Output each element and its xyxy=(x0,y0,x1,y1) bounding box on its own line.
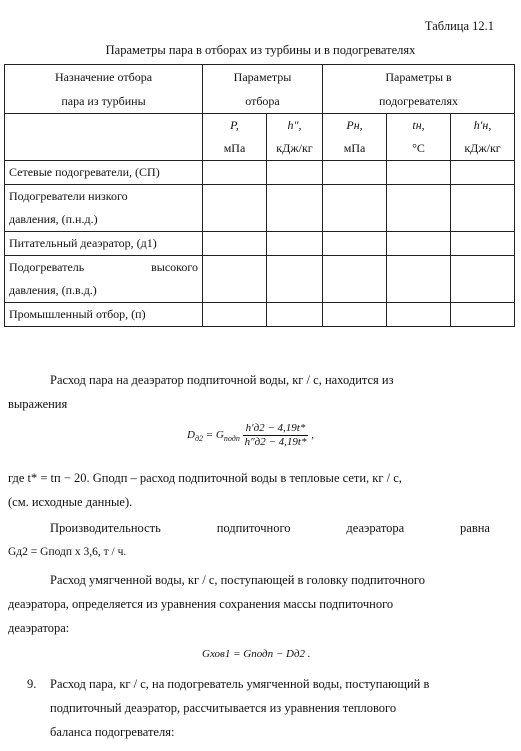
subheader-pn xyxy=(323,114,387,161)
table-number: Таблица 12.1 xyxy=(424,19,494,33)
table-cell xyxy=(387,161,451,185)
formula-softened-water: Gхов1 = Gподп − Dд2 . xyxy=(202,648,311,660)
subheader-p xyxy=(203,114,267,161)
table-header-row xyxy=(5,65,515,114)
subheader-h2 xyxy=(267,114,323,161)
parameters-table xyxy=(4,64,515,327)
table-cell xyxy=(203,303,267,327)
header-heater-params xyxy=(323,65,515,114)
table-cell xyxy=(267,185,323,232)
row-label-line2: давления, (п.н.д.) xyxy=(9,212,98,226)
row-label-word: высокого xyxy=(151,260,198,274)
table-cell xyxy=(323,232,387,256)
formula-fraction xyxy=(243,422,309,449)
header-col-purpose-line1: Назначение отбора xyxy=(54,70,153,84)
table-cell xyxy=(387,185,451,232)
formula-subscript: подп xyxy=(223,434,240,444)
row-label-line1 xyxy=(9,256,202,279)
subheader-hn-symbol: h′н, xyxy=(473,118,492,132)
table-cell xyxy=(451,185,515,232)
table-row xyxy=(5,303,515,327)
table-cell xyxy=(451,161,515,185)
table-cell xyxy=(267,161,323,185)
paragraph-line: выражения xyxy=(8,397,68,411)
table-cell xyxy=(203,232,267,256)
row-label-word: Подогреватель xyxy=(9,260,85,274)
paragraph-word: равна xyxy=(460,521,490,535)
row-label-line1: Подогреватели низкого xyxy=(9,189,128,203)
table-cell xyxy=(203,185,267,232)
row-label xyxy=(5,185,203,232)
table-cell xyxy=(323,185,387,232)
table-cell xyxy=(267,303,323,327)
table-cell xyxy=(387,256,451,303)
table-row xyxy=(5,256,515,303)
subheader-h2-symbol: h″, xyxy=(287,118,302,132)
header-extraction-params xyxy=(203,65,323,114)
row-label: Питательный деаэратор, (д1) xyxy=(5,232,203,256)
formula-subscript: д2 xyxy=(194,434,203,444)
list-item-line: подпиточный деаэратор, рассчитывается из уравнения теплового xyxy=(50,701,397,715)
row-label xyxy=(5,256,203,303)
header-extraction-line1: Параметры xyxy=(233,70,292,84)
list-item-line: Расход пара, кг / с, на подогреватель умягченной воды, поступающий в xyxy=(50,677,430,691)
header-col-purpose-line2: пара из турбины xyxy=(61,94,146,108)
table-cell xyxy=(267,232,323,256)
header-heater-line2: подогревателях xyxy=(379,94,459,108)
paragraph-word: Производительность xyxy=(50,521,161,535)
subheader-hn-unit: кДж/кг xyxy=(464,141,501,155)
paragraph-line: (см. исходные данные). xyxy=(8,495,133,509)
paragraph-line: Gд2 = Gподп х 3,6, т / ч. xyxy=(8,546,127,558)
header-extraction-line2: отбора xyxy=(245,94,280,108)
table-cell xyxy=(451,256,515,303)
row-label: Промышленный отбор, (п) xyxy=(5,303,203,327)
formula-symbol: = G xyxy=(203,429,224,442)
header-col-purpose xyxy=(5,65,203,114)
paragraph-line: деаэратора, определяется из уравнения сохранения массы подпиточного xyxy=(8,597,394,611)
subheader-tn-symbol: tн, xyxy=(412,118,425,132)
formula-symbol: , xyxy=(308,429,314,442)
paragraph-line: деаэратора: xyxy=(8,621,70,635)
table-cell xyxy=(323,303,387,327)
paragraph-deaerator-steam xyxy=(8,368,490,392)
row-label-line2: давления, (п.в.д.) xyxy=(9,283,97,297)
subheader-p-unit: мПа xyxy=(223,141,246,155)
table-cell xyxy=(323,256,387,303)
paragraph-line: где t* = tп − 20. Gподп – расход подпиточной воды в тепловые сети, кг / с, xyxy=(8,471,402,485)
subheader-pn-symbol: Pн, xyxy=(346,118,363,132)
paragraph-line: Расход пара на деаэратор подпиточной воды, кг / с, находится из xyxy=(50,373,394,387)
header-heater-line1: Параметры в xyxy=(385,70,452,84)
table-caption: Параметры пара в отборах из турбины и в подогревателях xyxy=(105,43,416,57)
paragraph-line: Расход умягченной воды, кг / с, поступающей в головку подпиточного xyxy=(50,573,425,587)
subheader-tn-unit: °C xyxy=(412,141,425,155)
paragraph-capacity xyxy=(8,516,490,540)
table-cell xyxy=(387,303,451,327)
subheader-p-symbol: P, xyxy=(230,118,239,132)
table-row xyxy=(5,161,515,185)
subheader-hn xyxy=(451,114,515,161)
table-row xyxy=(5,232,515,256)
table-cell xyxy=(451,232,515,256)
formula-numerator: h′д2 − 4,19t* xyxy=(243,422,309,436)
formula-denominator: h″д2 − 4,19t* xyxy=(244,436,307,448)
subheader-pn-unit: мПа xyxy=(343,141,366,155)
paragraph-word: подпиточного xyxy=(216,521,291,535)
paragraph-word: деаэратора xyxy=(346,521,405,535)
subheader-tn xyxy=(387,114,451,161)
list-item-line: баланса подогревателя: xyxy=(50,725,175,739)
subheader-h2-unit: кДж/кг xyxy=(276,141,313,155)
formula-steam-flow xyxy=(187,422,314,449)
table-subheader-row xyxy=(5,114,515,161)
table-row xyxy=(5,185,515,232)
table-cell xyxy=(203,161,267,185)
table-cell xyxy=(387,232,451,256)
table-cell xyxy=(323,161,387,185)
list-item-number: 9. xyxy=(27,677,37,691)
table-cell xyxy=(267,256,323,303)
row-label: Сетевые подогреватели, (СП) xyxy=(5,161,203,185)
table-cell xyxy=(203,256,267,303)
formula-symbol: D xyxy=(187,429,195,442)
table-cell xyxy=(451,303,515,327)
subheader-empty xyxy=(5,114,203,161)
